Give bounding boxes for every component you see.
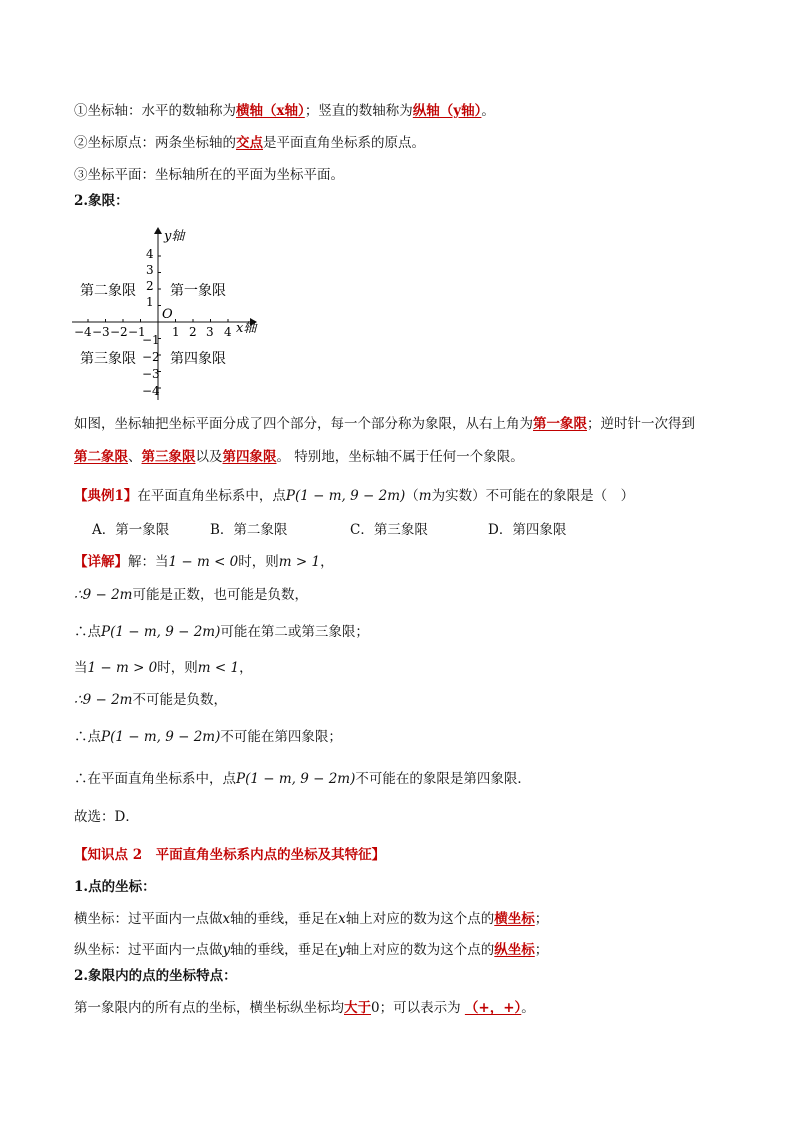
- keyword-quadrant-2: 第二象限: [74, 449, 128, 465]
- solution-answer: 故选：D．: [74, 809, 139, 825]
- knowledge-point-2-title: 【知识点 2 平面直角坐标系内点的坐标及其特征】: [74, 847, 386, 863]
- math: 1 − m > 0: [87, 660, 158, 676]
- x-tick-label: −1: [128, 325, 146, 339]
- y-tick-label: −2: [142, 350, 160, 364]
- keyword-ordinate: 纵坐标: [494, 942, 535, 958]
- math: 1 − m < 0: [168, 554, 239, 570]
- math: P(1 − m, 9 − 2m): [236, 771, 356, 787]
- plane-definition: ③坐标平面：坐标轴所在的平面为坐标平面。: [74, 167, 344, 183]
- y-tick-label: 4: [146, 247, 154, 261]
- x-tick-label: 1: [172, 325, 180, 339]
- text: 横坐标：过平面内一点做: [74, 911, 223, 927]
- text: 不可能是负数，: [132, 692, 227, 708]
- text: 不可能在第四象限；: [220, 729, 342, 745]
- math-variable: m: [418, 488, 432, 504]
- text: （: [405, 488, 419, 504]
- solution-line-4: [74, 658, 253, 678]
- option-c: C．第三象限: [350, 522, 428, 538]
- y-tick-label: 1: [146, 295, 154, 309]
- keyword-sign-pattern: （+，+）: [464, 1000, 522, 1016]
- math: ∴9 − 2m: [74, 692, 133, 708]
- math-variable: y: [338, 942, 346, 958]
- text: 、: [128, 449, 142, 465]
- origin-label: O: [162, 307, 173, 322]
- example-tag: 【典例1】: [74, 488, 138, 504]
- text: ②坐标原点：两条坐标轴的: [74, 135, 236, 151]
- math-variable: x: [222, 911, 231, 927]
- text: 轴的垂线，垂足在: [230, 911, 339, 927]
- x-tick-label: −2: [110, 325, 128, 339]
- text: 轴上对应的数为这个点的: [345, 942, 495, 958]
- text: ；竖直的数轴称为: [304, 103, 413, 119]
- quadrant-3-label: 第三象限: [80, 351, 136, 367]
- solution-line-1: [74, 552, 334, 572]
- keyword-intersection: 交点: [236, 135, 263, 151]
- text: 解：当: [128, 554, 169, 570]
- keyword-vertical-axis: 纵轴（y轴）: [412, 103, 482, 119]
- math: m < 1: [197, 660, 240, 676]
- text: 0；可以表示为: [371, 1000, 465, 1016]
- heading-quadrant-features: 2.象限内的点的坐标特点：: [74, 968, 237, 984]
- heading-point-coordinates: 1.点的坐标：: [74, 879, 156, 895]
- x-tick-label: 3: [206, 325, 214, 339]
- origin-definition: [74, 133, 425, 153]
- math: m > 1: [278, 554, 321, 570]
- text: ，: [239, 660, 253, 676]
- solution-line-2: [74, 585, 308, 605]
- solution-tag: 【详解】: [74, 554, 128, 570]
- quadrant-paragraph-line-1: [74, 414, 695, 434]
- text: ；: [534, 911, 549, 927]
- x-axis-label: x轴: [236, 321, 257, 336]
- math-variable: x: [338, 911, 346, 927]
- text: 时，则: [157, 660, 198, 676]
- text: ，: [320, 554, 334, 570]
- solution-line-5: [74, 690, 227, 710]
- quadrant-2-label: 第二象限: [80, 283, 136, 299]
- option-b: B．第二象限: [210, 522, 288, 538]
- keyword-quadrant-3: 第三象限: [141, 449, 196, 465]
- text: 不可能在的象限是第四象限．: [355, 771, 531, 787]
- keyword-greater-than: 大于: [344, 1000, 371, 1016]
- heading-quadrant: 2.象限：: [74, 193, 129, 209]
- text: 轴的垂线，垂足在: [230, 942, 339, 958]
- text: 在平面直角坐标系中，点: [137, 488, 286, 504]
- y-tick-label: 3: [146, 263, 154, 277]
- text: 。 特别地，坐标轴不属于任何一个象限。: [276, 449, 524, 465]
- text: ①坐标轴：水平的数轴称为: [74, 103, 236, 119]
- text: 纵坐标：过平面内一点做: [74, 942, 223, 958]
- y-tick-label: −1: [142, 333, 160, 347]
- option-d: D．第四象限: [488, 522, 567, 538]
- text: 当: [74, 660, 88, 676]
- quadrant-1-feature: [74, 998, 535, 1018]
- text: ∴点: [74, 729, 101, 745]
- text: ；逆时针一次得到: [587, 416, 695, 432]
- math: P(1 − m, 9 − 2m): [101, 624, 221, 640]
- keyword-abscissa: 横坐标: [494, 911, 535, 927]
- x-tick-label: −3: [92, 325, 110, 339]
- math: ∴9 − 2m: [74, 587, 133, 603]
- solution-line-3: [74, 622, 369, 642]
- text: 如图，坐标轴把坐标平面分成了四个部分，每一个部分称为象限，从右上角为: [74, 416, 533, 432]
- text: 。: [481, 103, 495, 119]
- quadrant-4-label: 第四象限: [170, 351, 226, 367]
- text: 可能是正数，也可能是负数，: [132, 587, 308, 603]
- y-axis-label: y轴: [164, 229, 185, 244]
- solution-line-6: [74, 727, 342, 747]
- text: ；: [534, 942, 549, 958]
- text: ∴点: [74, 624, 101, 640]
- y-tick-label: −3: [142, 367, 160, 381]
- text: 轴上对应的数为这个点的: [345, 911, 495, 927]
- x-tick-label: 2: [189, 325, 197, 339]
- text: 为实数）不可能在的象限是（ ）: [431, 488, 635, 504]
- y-tick-label: 2: [146, 279, 154, 293]
- example-question: [74, 486, 634, 506]
- y-tick-label: −4: [142, 384, 160, 398]
- abscissa-definition: [74, 909, 548, 929]
- text: ∴在平面直角坐标系中，点: [74, 771, 236, 787]
- keyword-quadrant-4: 第四象限: [222, 449, 277, 465]
- keyword-quadrant-1: 第一象限: [533, 416, 587, 432]
- text: 第一象限内的所有点的坐标，横坐标纵坐标均: [74, 1000, 344, 1016]
- text: 可能在第二或第三象限；: [220, 624, 369, 640]
- x-tick-label: 4: [224, 325, 232, 339]
- text: 时，则: [238, 554, 279, 570]
- math-point: P(1 − m, 9 − 2m): [285, 488, 406, 504]
- option-a: A．第一象限: [92, 522, 170, 538]
- keyword-horizontal-axis: 横轴（x轴）: [236, 103, 305, 119]
- axis-definition: [74, 101, 495, 121]
- text: 。: [521, 1000, 535, 1016]
- math: P(1 − m, 9 − 2m): [101, 729, 221, 745]
- quadrant-1-label: 第一象限: [170, 283, 226, 299]
- solution-line-7: [74, 769, 531, 789]
- text: 以及: [195, 449, 223, 465]
- quadrant-diagram: [70, 222, 270, 404]
- text: 是平面直角坐标系的原点。: [263, 135, 425, 151]
- ordinate-definition: [74, 940, 548, 960]
- quadrant-paragraph-line-2: [74, 447, 524, 467]
- x-tick-label: −4: [74, 325, 92, 339]
- math-variable: y: [222, 942, 231, 958]
